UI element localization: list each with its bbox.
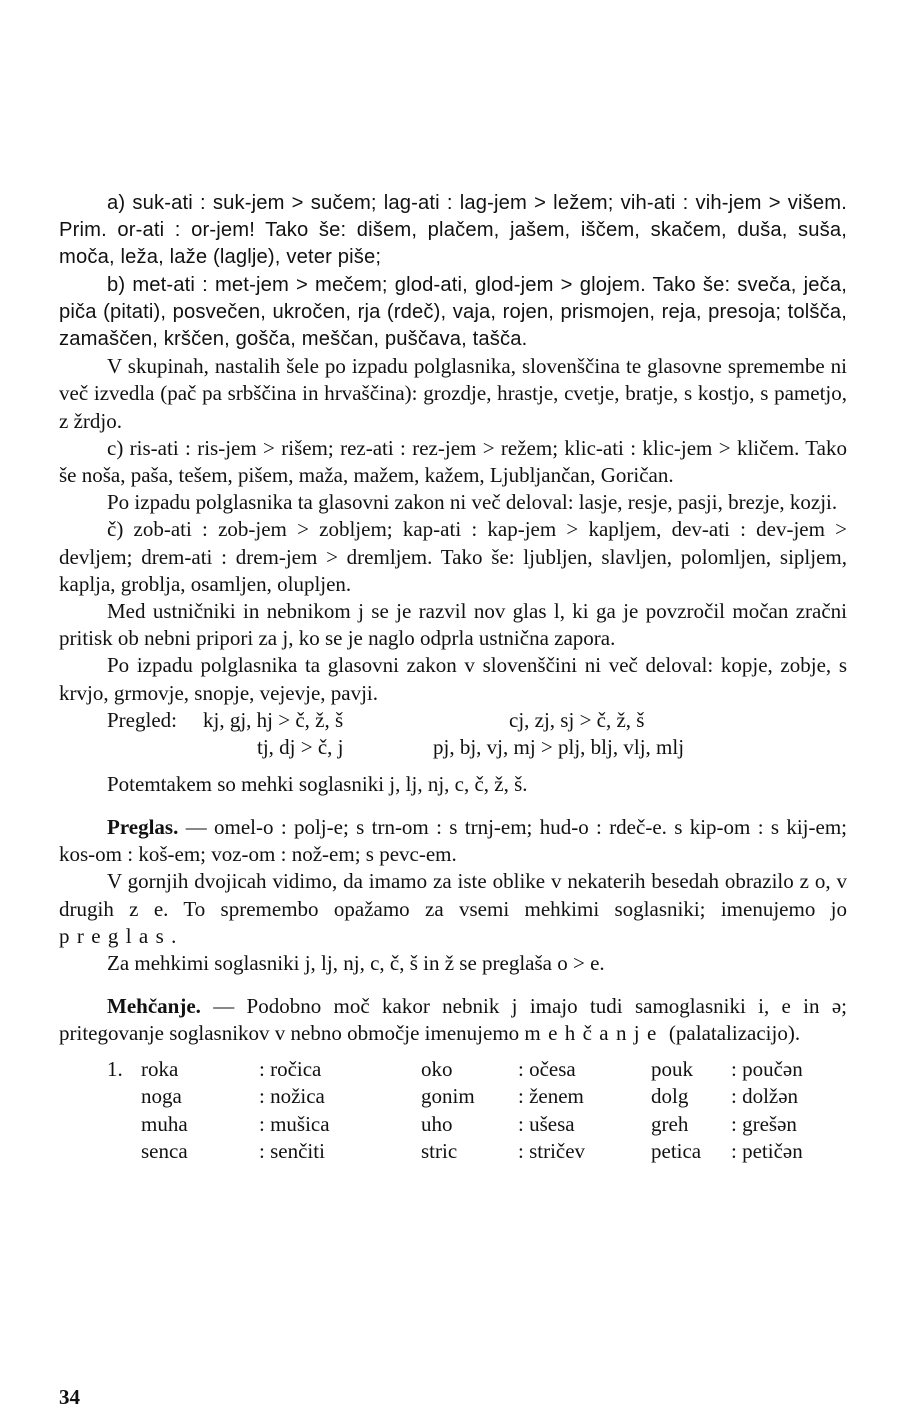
pregled-block (59, 707, 847, 767)
paragraph-a (59, 190, 847, 272)
preglas-heading: Preglas. (107, 815, 179, 840)
mehcanje-heading: Mehčanje. (107, 994, 201, 1019)
table-cell: oko (421, 1056, 453, 1081)
paragraph-izpad-2-text: Po izpadu polglasnika ta glasovni zakon v slovenščini ni več deloval: kopje, zobje, s krvjo, grmovje, snopje, vejevje, pavji. (59, 653, 847, 705)
pregled-row-1-right: cj, zj, sj > č, ž, š (509, 707, 645, 732)
table-cell: : ženem (518, 1084, 584, 1109)
mehcanje-end: (palatalizacijo). (668, 1021, 801, 1046)
paragraph-b (59, 272, 847, 354)
paragraph-gornjih-text: V gornjih dvojicah vidimo, da imamo za iste oblike v nekaterih besedah obrazilo z o, v drugih z e. To spremembo opažamo za vsemi mehkimi soglasniki; imenujemo jo (59, 869, 847, 921)
paragraph-gornjih (59, 868, 847, 950)
table-cell: : mušica (259, 1111, 330, 1136)
paragraph-a-text: a) suk-ati : suk-jem > sučem; lag-ati : lag-jem > ležem; vih-ati : vih-jem > višem. Prim. or-ati : or-jem! Tako še: dišem, plačem, jašem, iščem, skačem, duša, suša, moča, leža, laže (laglje), veter piše; (59, 192, 847, 269)
pregled-row-1-left: kj, gj, hj > č, ž, š (203, 707, 344, 732)
page-body (59, 190, 847, 1168)
table-cell: : poučən (731, 1056, 803, 1081)
table-cell: : stričev (518, 1139, 586, 1164)
table-cell: greh (651, 1111, 689, 1136)
paragraph-ustnicniki (59, 598, 847, 652)
paragraph-izpad-1-text: Po izpadu polglasnika ta glasovni zakon ni več deloval: lasje, resje, pasji, brezje, kozji. (107, 490, 838, 515)
table-cell: muha (141, 1111, 188, 1136)
preglas-text: — omel-o : polj-e; s trn-om : s trnj-em; hud-o : rdeč-e. s kip-om : s kij-em; kos-om : koš-em; voz-om : nož-em; s pevc-em. (59, 815, 847, 867)
preglas-term: preglas. (59, 923, 184, 948)
table-cell: pouk (651, 1056, 693, 1081)
paragraph-preglas (59, 814, 847, 868)
paragraph-ustnicniki-text: Med ustničniki in nebnikom j se je razvil nov glas l, ki ga je povzročil močan zračni pritisk ob nebni pripori za j, ko se je naglo odprla ustnična zapora. (59, 599, 847, 651)
pregled-label: Pregled: (107, 707, 177, 732)
table-number: 1. (107, 1056, 123, 1081)
table-cell: : očesa (518, 1056, 576, 1081)
table-cell: petica (651, 1139, 702, 1164)
example-table (59, 1056, 847, 1168)
paragraph-c (59, 435, 847, 489)
pregled-row-2-left: tj, dj > č, j (257, 734, 344, 759)
pregled-row-2-right: pj, bj, vj, mj > plj, blj, vlj, mlj (433, 734, 685, 759)
table-cell: : petičən (731, 1139, 803, 1164)
table-cell: gonim (421, 1084, 475, 1109)
paragraph-c-text: c) ris-ati : ris-jem > rišem; rez-ati : rez-jem > režem; klic-ati : klic-jem > kličem. Tako še noša, paša, tešem, pišem, maža, mažem, kažem, Ljubljančan, Goričan. (59, 435, 847, 488)
paragraph-b-text: b) met-ati : met-jem > mečem; glod-ati, glod-jem > glojem. Tako še: sveča, ječa, piča (pitati), posvečen, ukročen, rja (rdeč), vaja, rojen, prismojen, reja, presoja; tolšča, zamaščen, krščen, gošča, meščan, puščava, tašča. (59, 273, 847, 351)
paragraph-c-caron (59, 516, 847, 598)
table-cell: : ročica (259, 1056, 322, 1081)
table-cell: : grešən (731, 1111, 797, 1136)
table-cell: : nožica (259, 1084, 325, 1109)
paragraph-potemtakem (59, 771, 847, 798)
table-cell: : senčiti (259, 1139, 325, 1164)
paragraph-skupine-text: V skupinah, nastalih šele po izpadu polglasnika, slovenščina te glasovne spremembe ni več izvedla (pač pa srbščina in hrvaščina): grozdje, hrastje, cvetje, bratje, s kostjo, s pametjo, z žrdjo. (59, 354, 847, 433)
table-cell: : dolžən (731, 1084, 799, 1109)
paragraph-potemtakem-text: Potemtakem so mehki soglasniki j, lj, nj, c, č, ž, š. (107, 771, 528, 796)
paragraph-mehcanje (59, 993, 847, 1047)
paragraph-c-caron-text: č) zob-ati : zob-jem > zobljem; kap-ati : kap-jem > kapljem, dev-ati : dev-jem > devljem; drem-ati : drem-jem > dremljem. Tako še: ljubljen, slavljen, polomljen, sipljem, kaplja, groblja, osamljen, olupljen. (59, 517, 847, 596)
table-cell: uho (421, 1111, 453, 1136)
table-cell: : ušesa (518, 1111, 575, 1136)
paragraph-izpad-1 (59, 489, 847, 516)
table-cell: stric (421, 1139, 458, 1164)
paragraph-preglasa-text: Za mehkimi soglasniki j, lj, nj, c, č, š in ž se preglaša o > e. (107, 951, 605, 976)
table-cell: dolg (651, 1084, 689, 1109)
mehcanje-term: mehčanje (524, 1021, 664, 1046)
mehcanje-text: — Podobno moč kakor nebnik j imajo tudi samoglasniki i, e in ə; pritegovanje soglasnikov v nebno območje imenujemo (59, 994, 847, 1046)
paragraph-preglasa (59, 950, 847, 977)
table-cell: noga (141, 1084, 182, 1109)
paragraph-skupine (59, 353, 847, 435)
table-cell: roka (141, 1056, 179, 1081)
table-cell: senca (141, 1139, 188, 1164)
page-number: 34 (59, 1385, 80, 1409)
paragraph-izpad-2 (59, 652, 847, 706)
